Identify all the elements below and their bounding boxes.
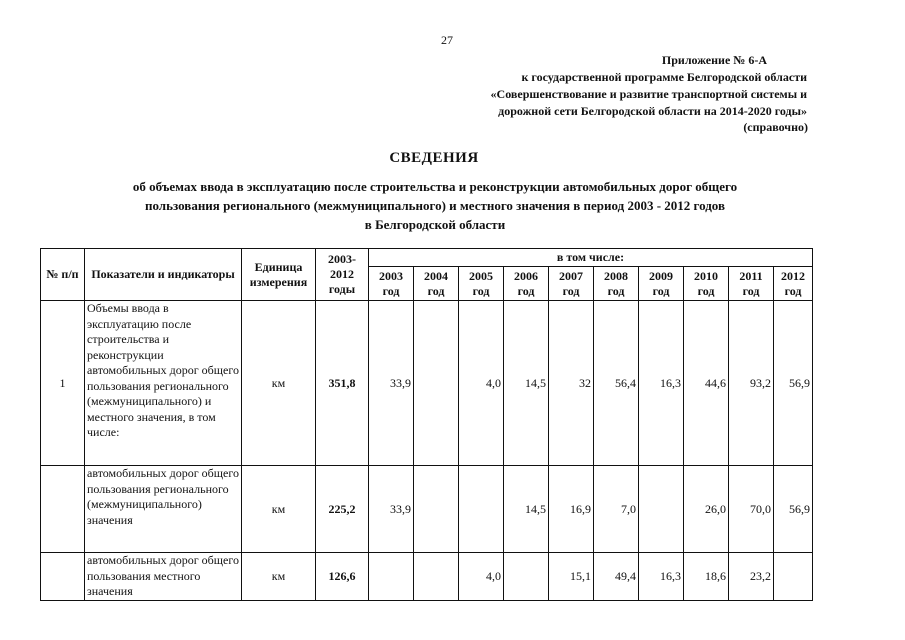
year-suffix: год bbox=[517, 283, 535, 298]
row-value-2005: 4,0 bbox=[459, 301, 504, 466]
row-value-2012: 56,9 bbox=[774, 301, 813, 466]
year-label: 2008 bbox=[604, 268, 628, 283]
row-value-2007: 16,9 bbox=[549, 466, 594, 553]
header-year-2009 bbox=[639, 267, 684, 301]
appendix-line: «Совершенствование и развитие транспортной системы и bbox=[490, 87, 807, 101]
row-value-2010: 26,0 bbox=[684, 466, 729, 553]
year-suffix: год bbox=[652, 283, 670, 298]
header-year-2003 bbox=[369, 267, 414, 301]
row-indicator: автомобильных дорог общего пользования регионального (межмуниципального) значения bbox=[85, 466, 242, 553]
row-value-2011: 70,0 bbox=[729, 466, 774, 553]
row-value-2004 bbox=[414, 553, 459, 601]
row-unit: км bbox=[242, 466, 316, 553]
row-value-2008: 7,0 bbox=[594, 466, 639, 553]
subtitle-line: пользования регионального (межмуниципального) и местного значения в период 2003 - 2012 годов bbox=[144, 198, 726, 213]
table-row bbox=[41, 301, 813, 466]
row-value-2011: 23,2 bbox=[729, 553, 774, 601]
subtitle-line: об объемах ввода в эксплуатацию после строительства и реконструкции автомобильных дорог общего bbox=[132, 179, 738, 194]
year-suffix: год bbox=[742, 283, 760, 298]
header-total: 2003-2012 годы bbox=[316, 249, 369, 301]
row-number bbox=[41, 553, 85, 601]
subtitle-line: в Белгородской области bbox=[364, 217, 506, 232]
year-label: 2006 bbox=[514, 268, 538, 283]
row-unit: км bbox=[242, 553, 316, 601]
header-indicator: Показатели и индикаторы bbox=[85, 249, 242, 301]
row-value-2011: 93,2 bbox=[729, 301, 774, 466]
document-title: СВЕДЕНИЯ bbox=[389, 150, 479, 166]
page-number: 27 bbox=[441, 33, 453, 47]
row-value-2003: 33,9 bbox=[369, 301, 414, 466]
year-label: 2004 bbox=[424, 268, 448, 283]
appendix-line: дорожной сети Белгородской области на 2014-2020 годы» bbox=[498, 104, 807, 118]
year-suffix: год bbox=[697, 283, 715, 298]
row-value-2006 bbox=[504, 553, 549, 601]
row-value-2012 bbox=[774, 553, 813, 601]
header-year-2004 bbox=[414, 267, 459, 301]
header-year-2005 bbox=[459, 267, 504, 301]
year-label: 2011 bbox=[739, 268, 763, 283]
row-value-2004 bbox=[414, 466, 459, 553]
row-total: 225,2 bbox=[316, 466, 369, 553]
year-suffix: год bbox=[427, 283, 445, 298]
year-label: 2003 bbox=[379, 268, 403, 283]
row-value-2003: 33,9 bbox=[369, 466, 414, 553]
header-year-2011 bbox=[729, 267, 774, 301]
header-year-2012 bbox=[774, 267, 813, 301]
row-value-2007: 32 bbox=[549, 301, 594, 466]
row-indicator: автомобильных дорог общего пользования местного значения bbox=[85, 553, 242, 601]
year-suffix: год bbox=[607, 283, 625, 298]
year-label: 2009 bbox=[649, 268, 673, 283]
year-suffix: год bbox=[562, 283, 580, 298]
header-year-2010 bbox=[684, 267, 729, 301]
table-row bbox=[41, 466, 813, 553]
row-value-2005: 4,0 bbox=[459, 553, 504, 601]
year-label: 2007 bbox=[559, 268, 583, 283]
row-number: 1 bbox=[41, 301, 85, 466]
row-value-2006: 14,5 bbox=[504, 466, 549, 553]
row-value-2004 bbox=[414, 301, 459, 466]
row-value-2003 bbox=[369, 553, 414, 601]
header-year-2008 bbox=[594, 267, 639, 301]
table-body bbox=[41, 301, 813, 601]
row-indicator: Объемы ввода в эксплуатацию после строительства и реконструкции автомобильных дорог общего пользования регионального (межмуниципального) и местного значения, в том числе: bbox=[85, 301, 242, 466]
header-year-2006 bbox=[504, 267, 549, 301]
header-unit: Единица измерения bbox=[242, 249, 316, 301]
row-value-2006: 14,5 bbox=[504, 301, 549, 466]
year-suffix: год bbox=[382, 283, 400, 298]
header-including: в том числе: bbox=[369, 249, 813, 267]
year-label: 2012 bbox=[781, 268, 805, 283]
row-value-2009 bbox=[639, 466, 684, 553]
row-value-2010: 18,6 bbox=[684, 553, 729, 601]
appendix-line: к государственной программе Белгородской области bbox=[521, 70, 807, 84]
row-total: 126,6 bbox=[316, 553, 369, 601]
row-value-2009: 16,3 bbox=[639, 553, 684, 601]
row-value-2009: 16,3 bbox=[639, 301, 684, 466]
reference-note: (справочно) bbox=[743, 120, 808, 134]
year-suffix: год bbox=[784, 283, 802, 298]
row-value-2012: 56,9 bbox=[774, 466, 813, 553]
header-year-2007 bbox=[549, 267, 594, 301]
document-subtitle bbox=[40, 177, 830, 234]
appendix-header bbox=[327, 52, 807, 120]
row-value-2005 bbox=[459, 466, 504, 553]
table-row bbox=[41, 553, 813, 601]
data-table bbox=[40, 248, 813, 601]
row-number bbox=[41, 466, 85, 553]
year-suffix: год bbox=[472, 283, 490, 298]
row-total: 351,8 bbox=[316, 301, 369, 466]
header-num: № п/п bbox=[41, 249, 85, 301]
row-value-2010: 44,6 bbox=[684, 301, 729, 466]
year-label: 2010 bbox=[694, 268, 718, 283]
appendix-title: Приложение № 6-А bbox=[661, 53, 767, 67]
row-value-2007: 15,1 bbox=[549, 553, 594, 601]
row-value-2008: 56,4 bbox=[594, 301, 639, 466]
row-unit: км bbox=[242, 301, 316, 466]
year-label: 2005 bbox=[469, 268, 493, 283]
row-value-2008: 49,4 bbox=[594, 553, 639, 601]
